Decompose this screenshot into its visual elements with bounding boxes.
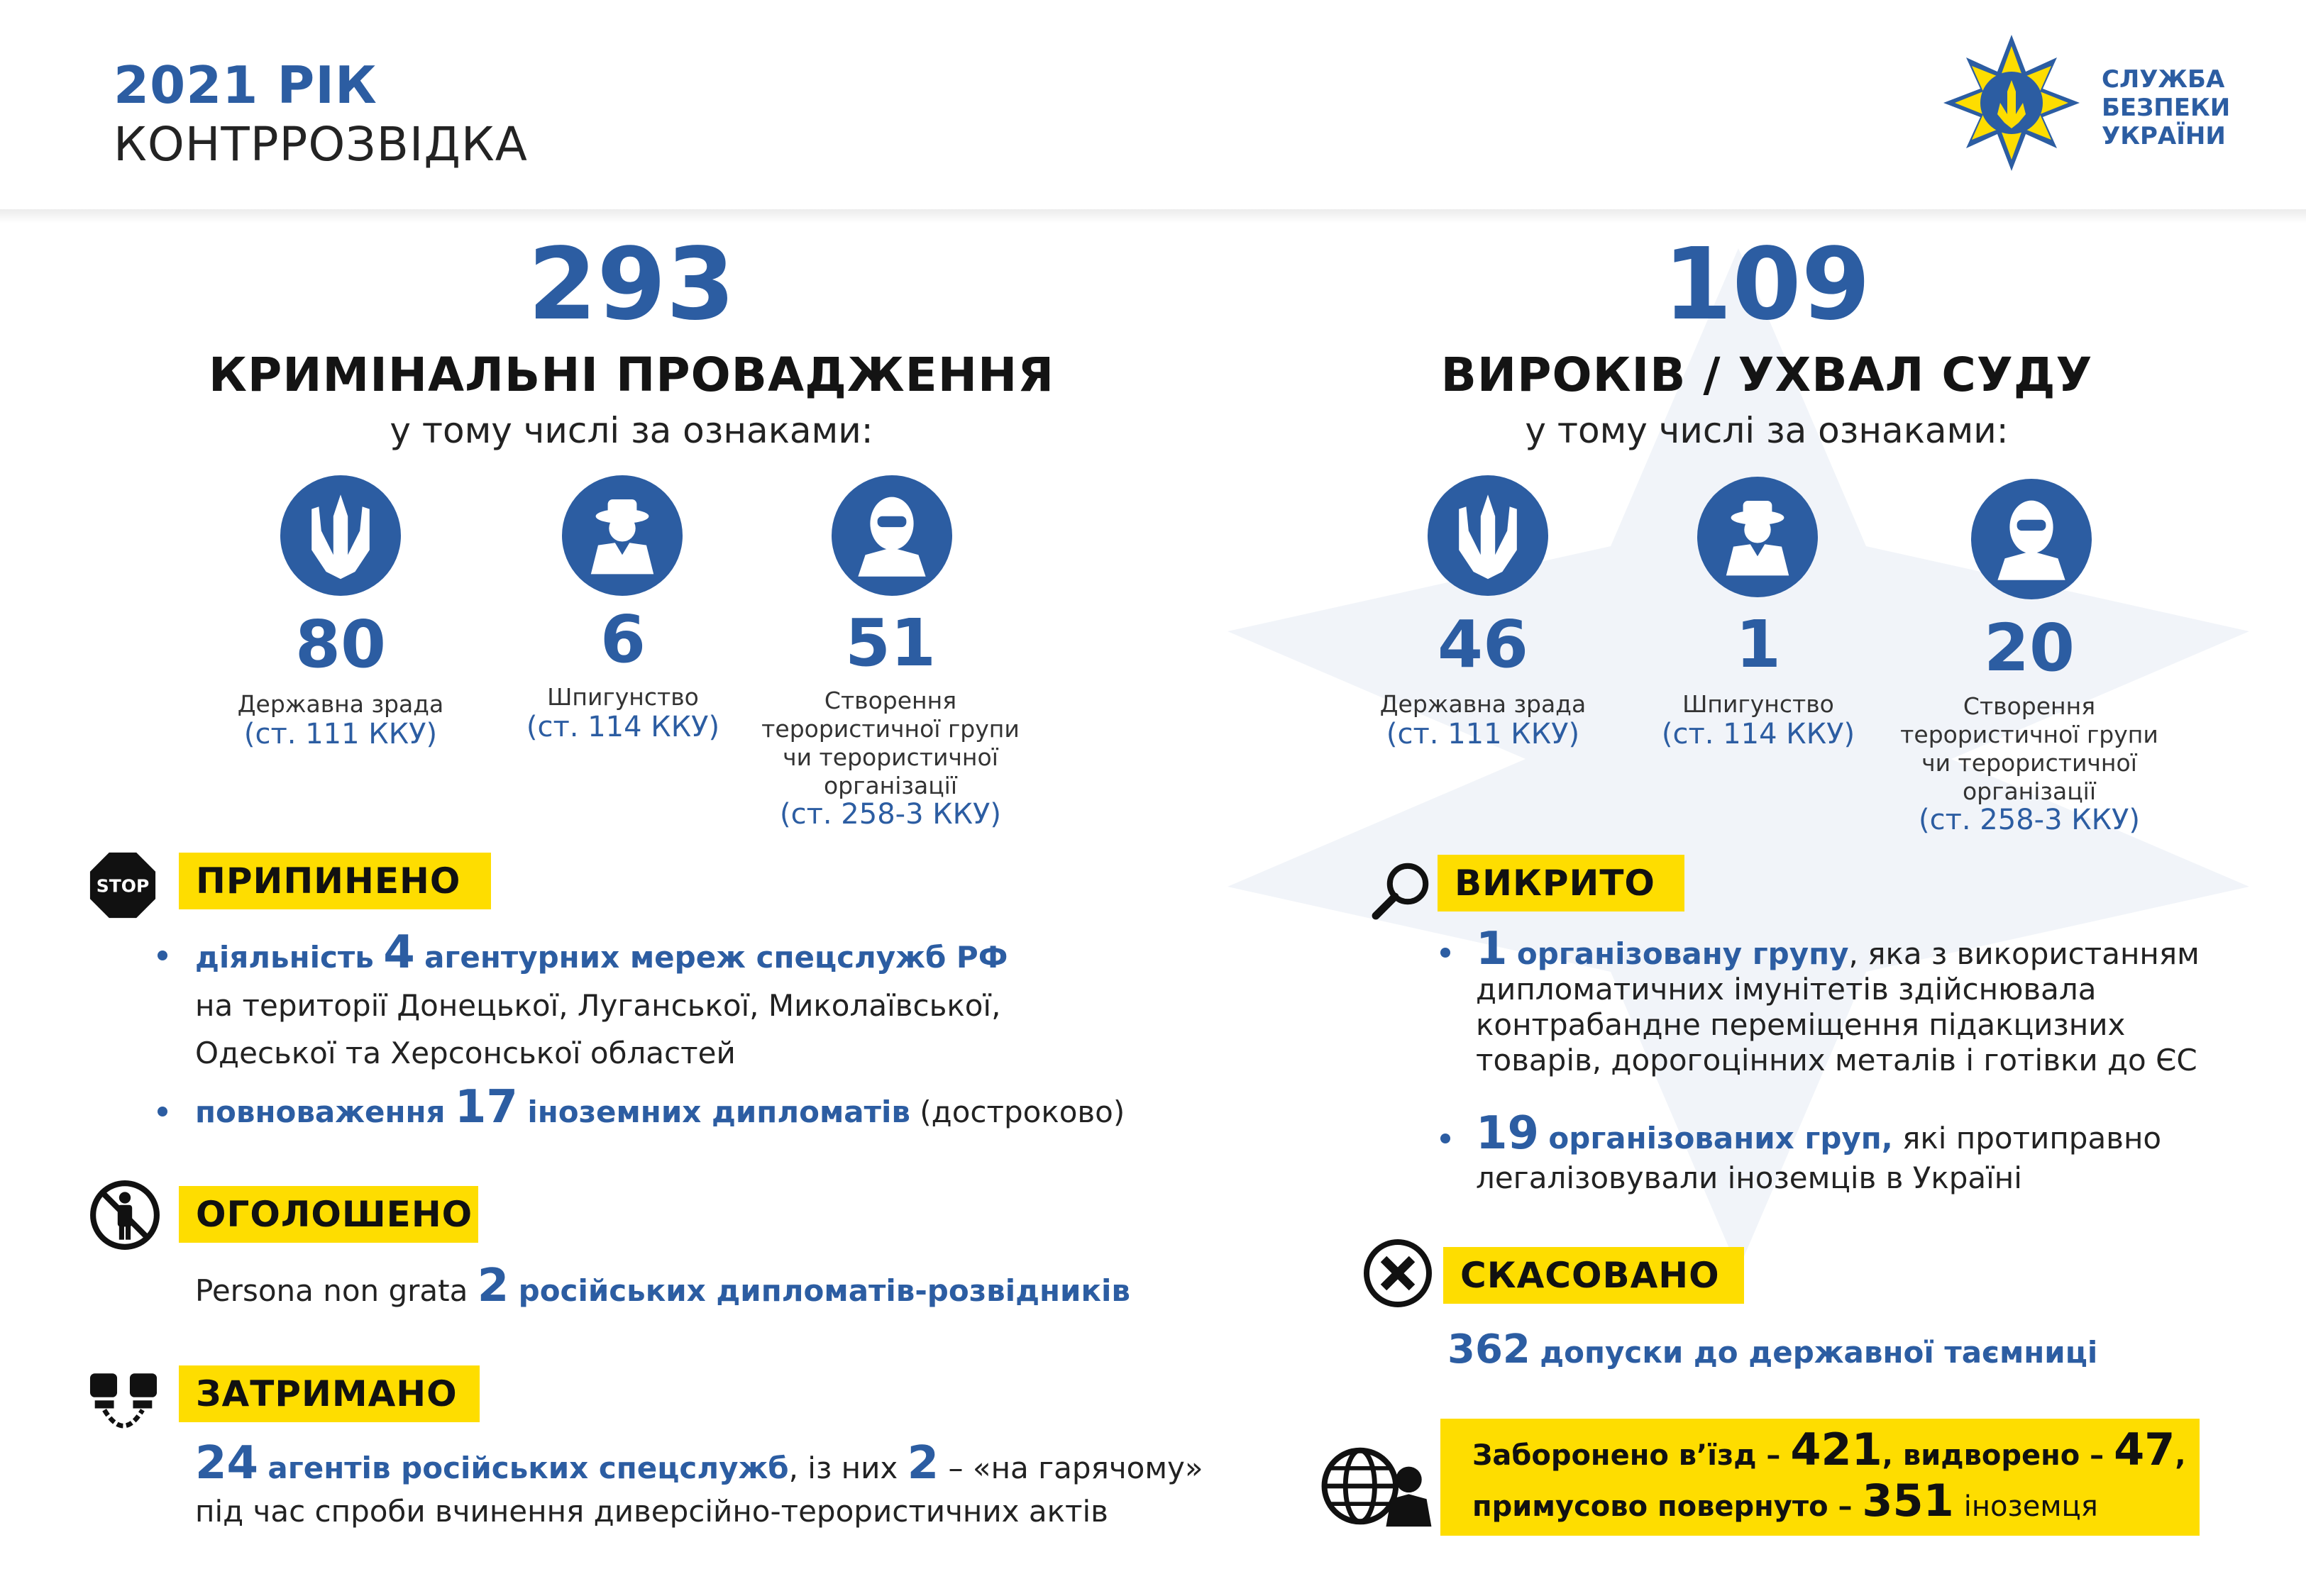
treason-verdicts-article: (ст. 111 ККУ) bbox=[1386, 718, 1580, 750]
stopped-b1-number: 4 bbox=[383, 926, 415, 979]
stopped-b1-line2: на території Донецької, Луганської, Миколаївської, bbox=[195, 988, 1001, 1023]
exposed-b1-rest bbox=[1476, 972, 2197, 1078]
cancelled-keyword: допуски до державної таємниці bbox=[1540, 1335, 2098, 1370]
bullet-dot bbox=[158, 951, 167, 960]
detained-number-2: 2 bbox=[907, 1437, 939, 1490]
terrorism-verdicts-count: 20 bbox=[1983, 610, 2075, 686]
entry-banned-label: Заборонено в’їзд – bbox=[1472, 1439, 1781, 1472]
bullet-dot bbox=[158, 1107, 167, 1116]
stopped-b1-keyword: діяльність bbox=[195, 940, 374, 975]
department-title: КОНТРРОЗВІДКА bbox=[114, 117, 528, 172]
globe-person-icon bbox=[1321, 1443, 1435, 1529]
terrorism-label-line: Створення bbox=[824, 687, 957, 714]
stopped-b2-keyword-2: іноземних дипломатів bbox=[527, 1095, 910, 1129]
treason-label bbox=[177, 689, 504, 749]
terrorist-icon bbox=[1971, 479, 2092, 599]
espionage-article: (ст. 114 ККУ) bbox=[526, 711, 720, 743]
stopped-b2-number: 17 bbox=[454, 1081, 518, 1134]
terrorism-verdicts-label-line: терористичної групи bbox=[1900, 721, 2158, 748]
exposed-b1-keyword: організовану групу bbox=[1516, 936, 1849, 971]
entry-returned-number: 351 bbox=[1862, 1475, 1954, 1526]
exposed-b2-number: 19 bbox=[1476, 1107, 1540, 1160]
espionage-label-text: Шпигунство bbox=[547, 683, 699, 711]
spy-icon bbox=[1697, 477, 1818, 597]
entry-line-2 bbox=[1472, 1475, 2098, 1532]
espionage-count: 6 bbox=[600, 602, 646, 677]
terrorism-verdicts-label-line: чи терористичної bbox=[1921, 749, 2137, 777]
stopped-b2-keyword: повноваження bbox=[195, 1095, 446, 1129]
entry-comma: , bbox=[2175, 1439, 2186, 1472]
exposed-section-title: ВИКРИТО bbox=[1438, 855, 1684, 911]
terrorism-verdicts-label-line: організації bbox=[1962, 777, 2096, 805]
handcuffed-fists-icon bbox=[84, 1365, 163, 1445]
entry-expelled-label: , видворено – bbox=[1882, 1439, 2104, 1472]
cancelled-text bbox=[1447, 1326, 2097, 1376]
detained-section-title: ЗАТРИМАНО bbox=[179, 1365, 480, 1422]
declared-number: 2 bbox=[477, 1260, 509, 1312]
detained-number: 24 bbox=[195, 1437, 259, 1490]
org-line: СЛУЖБА bbox=[2102, 65, 2225, 94]
terrorism-verdicts-label bbox=[1866, 692, 2192, 834]
detained-keyword: агентів російських спецслужб bbox=[267, 1451, 789, 1485]
bullet-dot bbox=[1440, 1134, 1450, 1143]
entry-returned-label: примусово повернуто – bbox=[1472, 1490, 1853, 1523]
treason-verdicts-count: 46 bbox=[1437, 606, 1529, 682]
entry-expelled-number: 47 bbox=[2114, 1424, 2175, 1475]
header-divider bbox=[0, 209, 2306, 223]
espionage-verdicts-count: 1 bbox=[1735, 606, 1781, 682]
espionage-verdicts-label-text: Шпигунство bbox=[1682, 690, 1834, 718]
terrorism-label-line: терористичної групи bbox=[761, 715, 1020, 743]
terrorism-label-line: чи терористичної bbox=[783, 743, 998, 771]
exposed-b1-text: , яка з використанням bbox=[1848, 936, 2200, 971]
stopped-bullet-1 bbox=[195, 926, 1008, 981]
spy-icon bbox=[562, 475, 683, 596]
bullet-dot bbox=[1440, 948, 1450, 958]
exposed-bullet-1 bbox=[1476, 923, 2200, 977]
sbu-logo-icon bbox=[1941, 32, 2082, 174]
exposed-b1-line: товарів, дорогоцінних металів і готівки до ЄС bbox=[1476, 1043, 2197, 1077]
declared-text bbox=[195, 1260, 1130, 1314]
entry-banned-number: 421 bbox=[1790, 1424, 1882, 1475]
stopped-b1-line3: Одеської та Херсонської областей bbox=[195, 1036, 736, 1070]
criminal-cases-title: КРИМІНАЛЬНІ ПРОВАДЖЕННЯ bbox=[208, 348, 1055, 402]
treason-count: 80 bbox=[294, 606, 387, 682]
org-line: БЕЗПЕКИ bbox=[2102, 94, 2231, 122]
declared-keyword: російських дипломатів-розвідників bbox=[518, 1273, 1130, 1308]
exposed-b1-line: контрабандне переміщення підакцизних bbox=[1476, 1007, 2126, 1042]
exposed-b2-text: які протиправно bbox=[1902, 1121, 2162, 1156]
terrorism-label-line: організації bbox=[823, 772, 957, 799]
stopped-bullet-2 bbox=[195, 1081, 1125, 1136]
org-name bbox=[2102, 65, 2230, 150]
verdicts-count: 109 bbox=[1662, 227, 1871, 343]
cancelled-number: 362 bbox=[1447, 1326, 1530, 1373]
exposed-b2-keyword: організованих груп, bbox=[1548, 1121, 1893, 1156]
stopped-b2-note: (достроково) bbox=[920, 1095, 1125, 1129]
criminal-cases-count: 293 bbox=[527, 227, 736, 343]
report-year: 2021 РІК bbox=[114, 55, 377, 115]
entry-line-1 bbox=[1472, 1424, 2186, 1481]
terrorist-icon bbox=[832, 475, 952, 596]
declared-section-title: ОГОЛОШЕНО bbox=[179, 1186, 478, 1243]
detained-text-mid: , із них bbox=[788, 1451, 898, 1485]
treason-verdicts-label-text: Державна зрада bbox=[1379, 690, 1587, 718]
detained-text-line2: під час спроби вчинення диверсійно-терористичних актів bbox=[195, 1494, 1108, 1529]
trident-icon bbox=[280, 475, 401, 596]
verdicts-title: ВИРОКІВ / УХВАЛ СУДУ bbox=[1440, 348, 2093, 402]
stopped-section-title: ПРИПИНЕНО bbox=[179, 853, 491, 909]
terrorism-label bbox=[727, 687, 1054, 829]
exposed-b1-number: 1 bbox=[1476, 923, 1508, 975]
terrorism-verdicts-article: (ст. 258-3 ККУ) bbox=[1918, 804, 2141, 836]
treason-article: (ст. 111 ККУ) bbox=[243, 718, 438, 750]
detained-text-line1 bbox=[195, 1437, 1203, 1492]
cancelled-section-title: СКАСОВАНО bbox=[1443, 1247, 1744, 1304]
detained-text-note: – «на гарячому» bbox=[948, 1451, 1203, 1485]
trident-icon bbox=[1428, 475, 1548, 596]
svg-text:STOP: STOP bbox=[96, 875, 150, 897]
terrorism-count: 51 bbox=[844, 605, 937, 681]
cancel-x-icon bbox=[1362, 1238, 1433, 1309]
verdicts-subtitle: у тому числі за ознаками: bbox=[1525, 410, 2009, 451]
exposed-b2-line2: легалізовували іноземців в Україні bbox=[1476, 1160, 2022, 1195]
stopped-b1-keyword-2: агентурних мереж спецслужб РФ bbox=[424, 940, 1008, 975]
espionage-verdicts-article: (ст. 114 ККУ) bbox=[1661, 718, 1855, 750]
exposed-b1-line: дипломатичних імунітетів здійснювала bbox=[1476, 972, 2097, 1007]
entry-foreigners-label: іноземця bbox=[1963, 1490, 2098, 1523]
criminal-cases-subtitle: у тому числі за ознаками: bbox=[390, 410, 873, 451]
stop-sign-icon bbox=[89, 851, 157, 919]
org-line: УКРАЇНИ bbox=[2102, 122, 2226, 150]
terrorism-article: (ст. 258-3 ККУ) bbox=[779, 798, 1002, 831]
declared-text-lead: Persona non grata bbox=[195, 1273, 468, 1308]
terrorism-verdicts-label-line: Створення bbox=[1963, 692, 2096, 720]
magnifier-icon bbox=[1369, 858, 1433, 922]
prohibited-person-icon bbox=[89, 1179, 161, 1251]
treason-label-text: Державна зрада bbox=[237, 690, 444, 718]
